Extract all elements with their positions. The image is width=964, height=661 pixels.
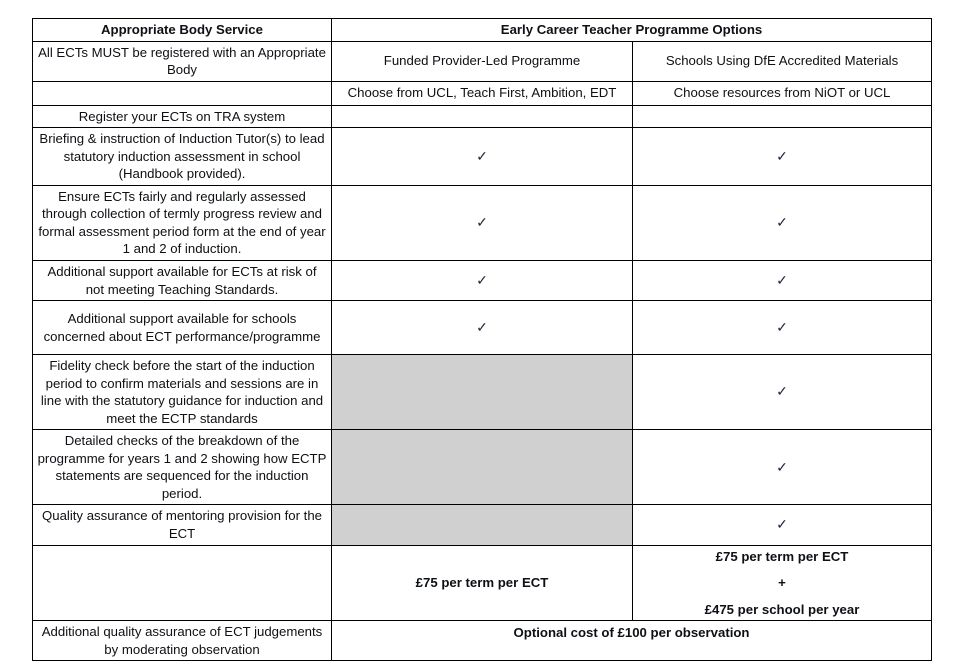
provider-led-cell [332, 301, 633, 355]
tick-mark: ✓ [476, 271, 488, 288]
dfe-materials-cell [633, 505, 932, 545]
cost-provider-led [332, 545, 633, 621]
table-row [33, 128, 932, 186]
table-row [33, 355, 932, 430]
table-row [33, 261, 932, 301]
table-optional-row [33, 621, 932, 661]
table-cost-row [33, 545, 932, 621]
table-choose-row [33, 81, 932, 105]
provider-led-cell-shaded [332, 355, 633, 430]
cost-row-service-blank [33, 545, 332, 621]
provider-led-cell [332, 105, 633, 128]
tick-mark: ✓ [776, 147, 788, 164]
service-label: Register your ECTs on TRA system [33, 105, 332, 128]
table-body [33, 19, 932, 661]
dfe-materials-cell [633, 261, 932, 301]
choose-row-service-blank [33, 81, 332, 105]
tick-mark: ✓ [476, 318, 488, 335]
service-label: Additional support available for schools concerned about ECT performance/programme [33, 301, 332, 355]
subheader-schools-dfe-materials: Schools Using DfE Accredited Materials [633, 41, 932, 81]
appropriate-body-comparison-table [32, 18, 932, 661]
service-label: Briefing & instruction of Induction Tutor(s) to lead statutory induction assessment in school (Handbook provided). [33, 128, 332, 186]
table-row [33, 105, 932, 128]
dfe-materials-cell [633, 185, 932, 260]
choose-row-materials-options: Choose resources from NiOT or UCL [633, 81, 932, 105]
dfe-materials-cell [633, 128, 932, 186]
optional-row-service-label: Additional quality assurance of ECT judgements by moderating observation [33, 621, 332, 661]
tick-mark: ✓ [476, 214, 488, 231]
tick-mark: ✓ [776, 318, 788, 335]
cost-dfe-materials [633, 545, 932, 621]
header-ect-programme-options: Early Career Teacher Programme Options [332, 19, 932, 42]
dfe-materials-cell [633, 430, 932, 505]
tick-mark: ✓ [776, 516, 788, 533]
tick-mark: ✓ [476, 147, 488, 164]
tick-mark: ✓ [776, 271, 788, 288]
cost-dfe-line3: £475 per school per year [704, 601, 860, 617]
table-row [33, 505, 932, 545]
provider-led-cell [332, 261, 633, 301]
table-subheader-row [33, 41, 932, 81]
optional-cost-value: Optional cost of £100 per observation [332, 621, 932, 661]
provider-led-cell [332, 185, 633, 260]
dfe-materials-cell [633, 355, 932, 430]
provider-led-cell-shaded [332, 505, 633, 545]
table-row [33, 185, 932, 260]
cost-provider-led-line1: £75 per term per ECT [415, 575, 549, 591]
service-label: Fidelity check before the start of the induction period to confirm materials and sessions are in line with the statutory guidance for induction and meet the ECTP standards [33, 355, 332, 430]
table-header-row [33, 19, 932, 42]
header-appropriate-body-service: Appropriate Body Service [33, 19, 332, 42]
subheader-all-ects-must-register: All ECTs MUST be registered with an Appropriate Body [33, 41, 332, 81]
dfe-materials-cell [633, 301, 932, 355]
provider-led-cell [332, 128, 633, 186]
tick-mark: ✓ [776, 214, 788, 231]
subheader-funded-provider-led: Funded Provider-Led Programme [332, 41, 633, 81]
service-label: Additional support available for ECTs at risk of not meeting Teaching Standards. [33, 261, 332, 301]
service-label: Detailed checks of the breakdown of the programme for years 1 and 2 showing how ECTP statements are sequenced for the induction period. [33, 430, 332, 505]
service-label: Quality assurance of mentoring provision for the ECT [33, 505, 332, 545]
service-label: Ensure ECTs fairly and regularly assessed through collection of termly progress review and formal assessment period form at the end of year 1 and 2 of induction. [33, 185, 332, 260]
choose-row-provider-options: Choose from UCL, Teach First, Ambition, EDT [332, 81, 633, 105]
table-row [33, 301, 932, 355]
cost-dfe-line1: £75 per term per ECT [715, 548, 849, 564]
provider-led-cell-shaded [332, 430, 633, 505]
table-row [33, 430, 932, 505]
tick-mark: ✓ [776, 383, 788, 400]
cost-dfe-plus-sign: + [778, 575, 786, 591]
tick-mark: ✓ [776, 458, 788, 475]
dfe-materials-cell [633, 105, 932, 128]
